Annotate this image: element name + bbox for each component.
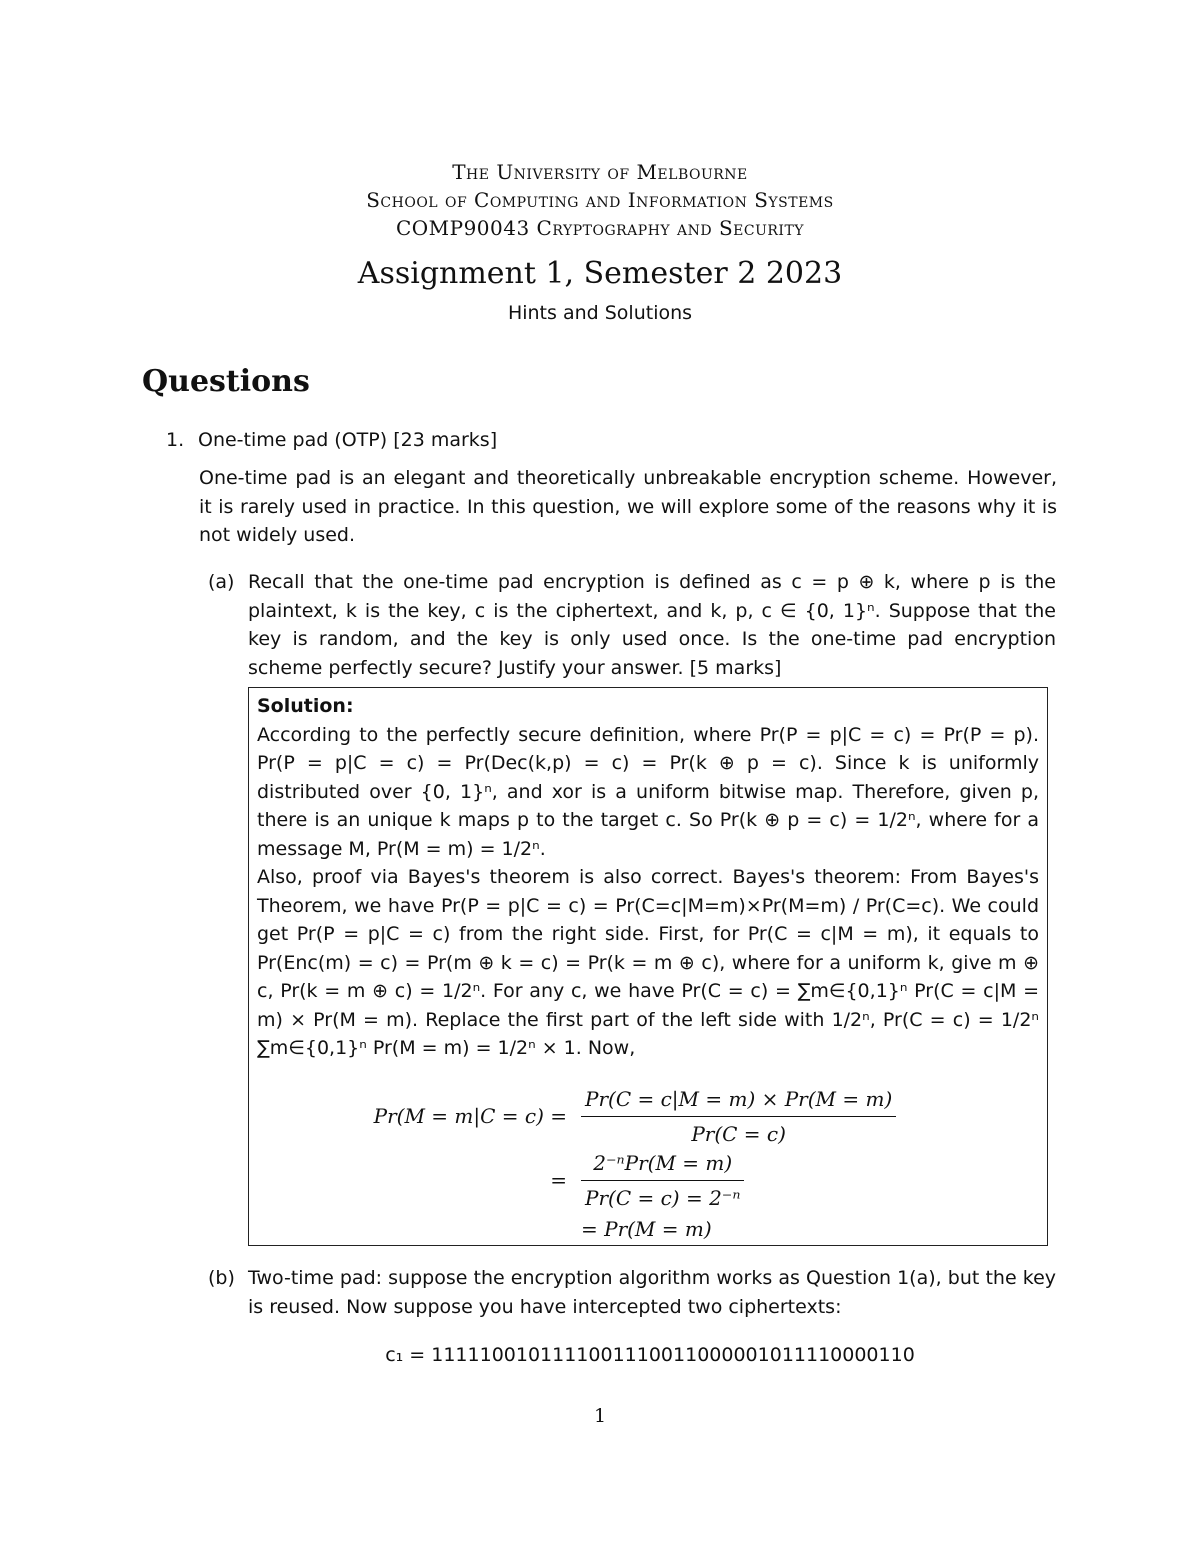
- document-header: [0, 158, 1200, 324]
- university-name: The University of Melbourne: [452, 160, 748, 184]
- question-number: 1.: [166, 429, 185, 451]
- derivation-equation: Pr(M = m|C = c) = $\frac{Pr(C = c|M = m) \times Pr(M = m)}{Pr(C = c)}$ = 2⁻ⁿPr(M = m) Pr(C = c) = 2⁻ⁿ = Pr(M = m): [257, 1085, 1039, 1247]
- ciphertext-c1: c₁ = 1111100101111001110011000001011110000110: [385, 1344, 915, 1366]
- equation-fraction-2: [581, 1149, 744, 1213]
- part-a-text: Recall that the one-time pad encryption is defined as c = p ⊕ k, where p is the plaintext, k is the key, c is the ciphertext, and k, p, c ∈ {0, 1}ⁿ. Suppose that the key is random, and the key is only used once. Is the one-time pad encryption scheme perfectly secure? Justify your answer. [5 marks]: [248, 571, 1056, 679]
- assignment-title: Assignment 1, Semester 2 2023: [357, 256, 843, 291]
- fraction-denominator: Pr(C = c) = 2⁻ⁿ: [585, 1186, 741, 1210]
- fraction-numerator: 2⁻ⁿPr(M = m): [581, 1149, 744, 1182]
- part-label: (a): [208, 571, 235, 593]
- solution-box: [248, 687, 1048, 1246]
- solution-paragraph-2: Also, proof via Bayes's theorem is also correct. Bayes's theorem: From Bayes's Theorem, we have Pr(P = p|C = c) = Pr(C=c|M=m)×Pr(M=m) / Pr(C=c). We could get Pr(P = p|C = c) from the right side. First, for Pr(C = c|M = m), it equals to Pr(Enc(m) = c) = Pr(m ⊕ k = c) = Pr(k = m ⊕ c), where for a uniform k, give m ⊕ c, Pr(k = m ⊕ c) = 1/2ⁿ. For any c, we have Pr(C = c) = ∑m∈{0,1}ⁿ Pr(C = c|M = m) × Pr(M = m). Replace the first part of the left side with 1/2ⁿ, Pr(C = c) = 1/2ⁿ ∑m∈{0,1}ⁿ Pr(M = m) = 1/2ⁿ × 1. Now,: [257, 866, 1039, 1059]
- question-part-a: [208, 568, 1056, 682]
- fraction-denominator: Pr(C = c): [691, 1122, 786, 1146]
- question-heading: [166, 426, 1066, 455]
- part-b-text: Two-time pad: suppose the encryption algorithm works as Question 1(a), but the key is reused. Now suppose you have intercepted two ciphertexts:: [248, 1267, 1056, 1318]
- question-part-b: [208, 1264, 1056, 1321]
- solution-paragraph-1: According to the perfectly secure definition, where Pr(P = p|C = c) = Pr(P = p). Pr(P = p|C = c) = Pr(Dec(k,p) = c) = Pr(k ⊕ p = c). Since k is uniformly distributed over {0, 1}ⁿ, and xor is a uniform bitwise map. Therefore, given p, there is an unique k maps p to the target c. So Pr(k ⊕ p = c) = 1/2ⁿ, where for a message M, Pr(M = m) = 1/2ⁿ.: [257, 723, 1039, 860]
- equation-lhs: Pr(M = m|C = c) =: [373, 1104, 567, 1129]
- school-name: School of Computing and Information Systems: [366, 188, 834, 212]
- part-label: (b): [208, 1267, 235, 1289]
- page-number: 1: [593, 1405, 607, 1427]
- fraction-numerator: Pr(C = c|M = m) × Pr(M = m): [581, 1085, 896, 1118]
- solution-title: Solution:: [257, 695, 354, 717]
- equation-fraction-1: [581, 1085, 896, 1149]
- question-intro: One-time pad is an elegant and theoretically unbreakable encryption scheme. However, it is rarely used in practice. In this question, we will explore some of the reasons why it is not widely used.: [199, 467, 1057, 546]
- course-name: COMP90043 Cryptography and Security: [395, 216, 805, 240]
- section-title: Questions: [142, 364, 310, 399]
- equation-result: = Pr(M = m): [581, 1217, 712, 1242]
- question-title: One-time pad (OTP) [23 marks]: [198, 429, 498, 451]
- document-subtitle: Hints and Solutions: [507, 302, 693, 324]
